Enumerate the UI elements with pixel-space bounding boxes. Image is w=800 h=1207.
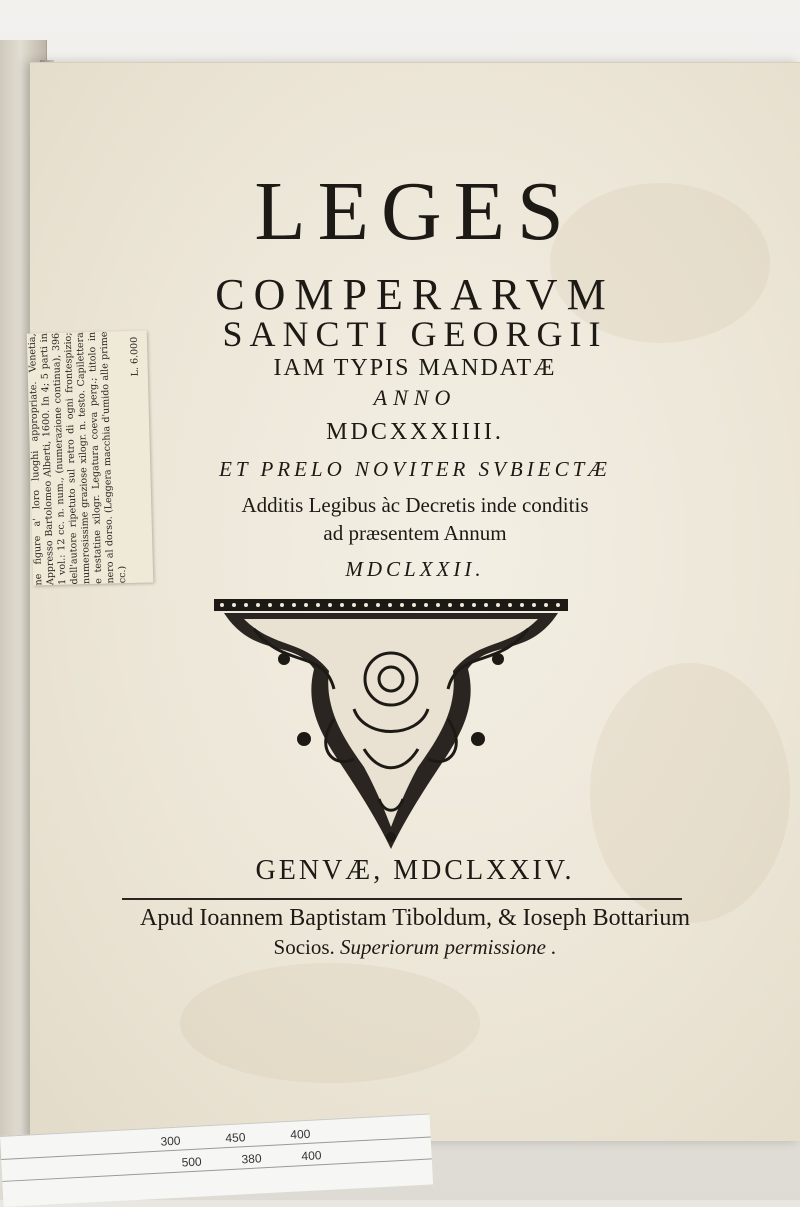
imprint-socios: Socios. xyxy=(273,935,335,959)
card-number: 450 xyxy=(225,1130,246,1146)
card-number: 380 xyxy=(241,1151,262,1167)
line-iam-typis: IAM TYPIS MANDATÆ xyxy=(273,355,557,381)
imprint-socios-line xyxy=(30,935,800,960)
line-additis: Additis Legibus àc Decretis inde conditis xyxy=(241,493,589,517)
label-price: L. 6.000 xyxy=(128,336,141,377)
year-second: MDCLXXII. xyxy=(345,557,485,581)
card-number: 300 xyxy=(160,1133,181,1149)
imprint-rule xyxy=(122,898,682,900)
pasted-dealer-label xyxy=(27,330,154,585)
line-ad-annum: ad præsentem Annum xyxy=(323,521,507,545)
year-first-edition: MDCXXXIIII. xyxy=(326,419,504,445)
imprint-permission: Superiorum permissione . xyxy=(340,935,557,959)
line-prelo: ET PRELO NOVITER SVBIECTÆ xyxy=(219,457,611,481)
title-page xyxy=(30,62,800,1141)
line-anno: ANNO xyxy=(373,385,457,410)
paper-stain xyxy=(180,963,480,1083)
subtitle-sancti-georgii: SANCTI GEORGII xyxy=(222,314,608,354)
card-number: 400 xyxy=(289,1126,311,1142)
label-description-text: ne figure a' loro luoghi appropriate. Venetia, Appresso Bartolomeo Alberti, 1600. In 4; 5 parti in 1 vol.: 12 cc. n. num., (numerazione continua), 396 dell'autore ripetuto sul retro di ogni frontespizio; numerosissime graziose xilogr. n. testo. Capilettera e testatine xilogr. Legatura coeva perg.; titolo in nero al dorso. (Leggera macchia d'umido alle prime cc.) xyxy=(26,331,129,586)
subtitle-comperarum: COMPERARVM xyxy=(215,270,615,319)
imprint-place-date: GENVÆ, MDCLXXIV. xyxy=(255,855,575,886)
card-number: 400 xyxy=(301,1148,322,1164)
book-title: LEGES xyxy=(254,165,576,258)
label-description xyxy=(27,330,154,585)
woodcut-ornament xyxy=(214,599,568,851)
card-line xyxy=(2,1158,431,1182)
card-number: 500 xyxy=(181,1154,203,1170)
imprint-printers: Apud Ioannem Baptistam Tiboldum, & Ioseph Bottarium xyxy=(140,905,690,931)
